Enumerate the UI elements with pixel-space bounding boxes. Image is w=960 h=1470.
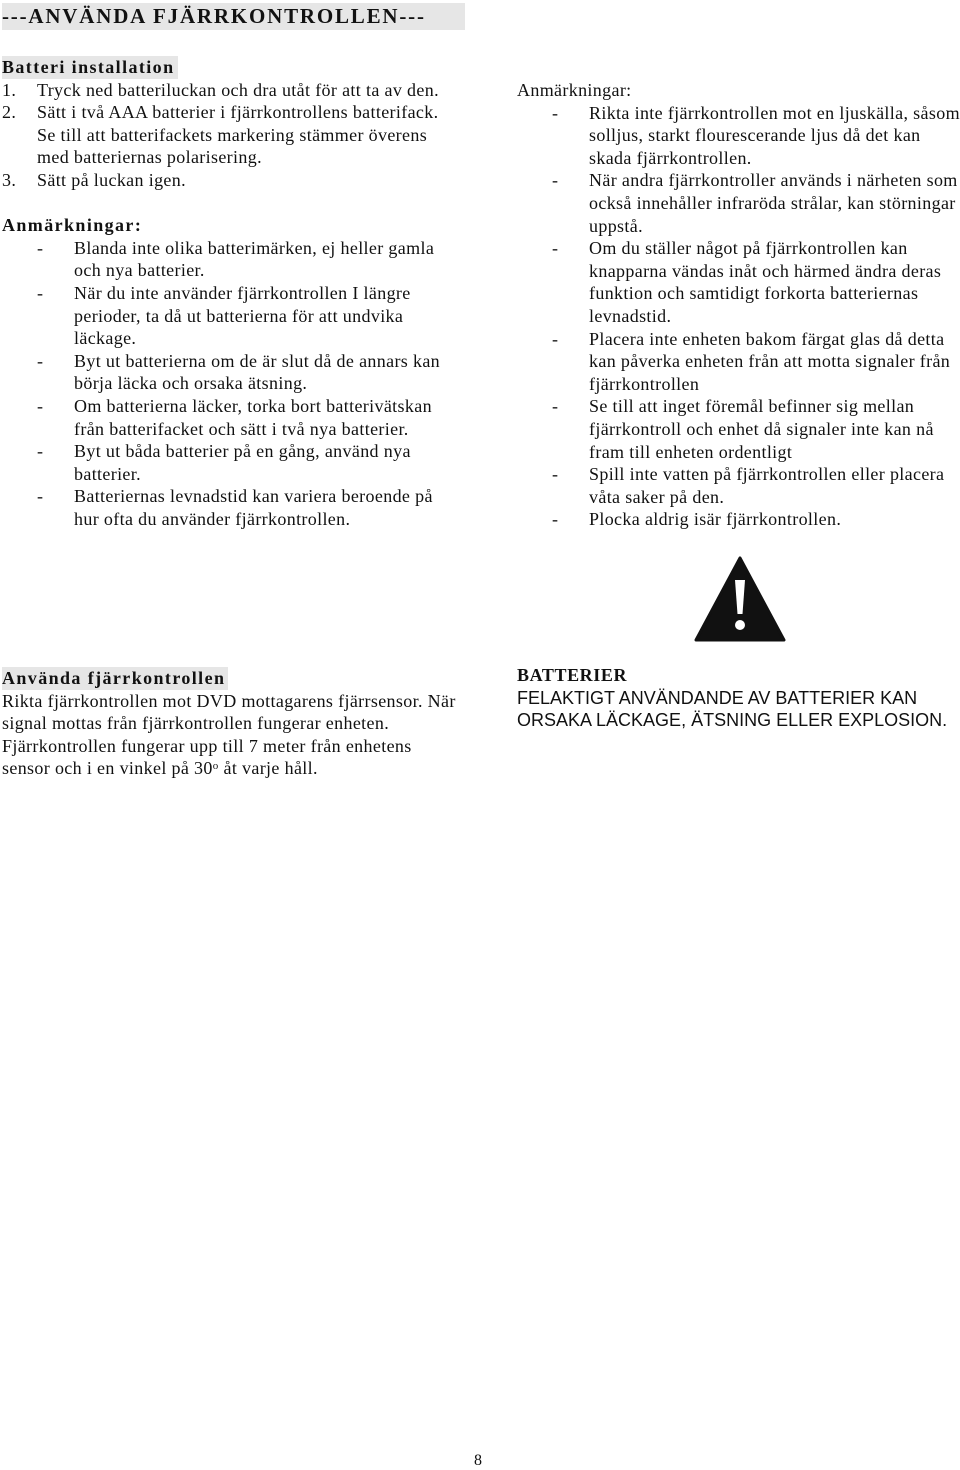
battery-note-item [2,485,462,530]
dash-marker: - [552,170,559,191]
dash-marker: - [552,238,559,259]
dash-marker: - [37,486,44,507]
degree-mark: o [212,760,219,773]
battery-notes-list [2,237,462,531]
battery-note-item [2,395,462,440]
dash-marker: - [552,464,559,485]
dash-marker: - [37,350,44,371]
remote-note-item [517,102,960,170]
battery-warning-section [517,664,957,732]
battery-installation-heading: Batteri installation [2,56,178,79]
installation-step [2,79,462,102]
dash-marker: - [552,509,559,530]
dash-marker: - [552,102,559,123]
step-number: 1. [2,79,17,100]
dash-marker: - [37,237,44,258]
dash-marker: - [552,396,559,417]
remote-notes-section [517,79,960,531]
battery-warning-heading: BATTERIER [517,665,628,685]
battery-note-item [2,282,462,350]
battery-note-text: Blanda inte olika batterimärken, ej heller gamla och nya batterier. [74,237,435,281]
installation-step [2,169,462,192]
remote-note-text: Om du ställer något på fjärrkontrollen kan knapparna vändas inåt och härmed ändra deras funktion och samtidigt forkorta batteriernas levnadstid. [589,238,942,326]
remote-note-text: Plocka aldrig isär fjärrkontrollen. [589,509,842,530]
step-text: Tryck ned batteriluckan och dra utåt för att ta av den. [37,79,439,100]
step-text: Sätt i två AAA batterier i fjärrkontrollens batterifack. Se till att batterifackets markering stämmer överens med batteriernas polarisering. [37,102,439,168]
remote-note-item [517,508,960,531]
remote-notes-heading: Anmärkningar: [517,80,632,100]
battery-note-text: Om batterierna läcker, torka bort batterivätskan från batterifacket och sätt i två nya batterier. [74,395,432,439]
battery-note-text: Byt ut båda batterier på en gång, använd nya batterier. [74,441,411,484]
battery-notes-heading: Anmärkningar: [2,215,143,236]
battery-note-item [2,440,462,485]
battery-note-text: När du inte använder fjärrkontrollen I längre perioder, ta då ut batterierna för att undvika läckage. [74,282,411,349]
step-text: Sätt på luckan igen. [37,169,186,190]
warning-triangle-icon [694,556,786,642]
dash-marker: - [37,441,44,462]
remote-note-text: Rikta inte fjärrkontrollen mot en ljuskälla, såsom solljus, starkt flourescerande ljus då det kan skada fjärrkontrollen. [589,102,960,168]
step-number: 2. [2,102,17,123]
dash-marker: - [37,395,44,416]
battery-note-text: Byt ut batterierna om de är slut då de annars kan börja läcka och orsaka ätsning. [74,350,441,394]
battery-note-item [2,237,462,282]
battery-installation-steps [2,79,462,192]
using-remote-text-main: Rikta fjärrkontrollen mot DVD mottagarens fjärrsensor. När signal mottas från fjärrkontrollen fungerar enheten. Fjärrkontrollen fungerar upp till 7 meter från enhetens sensor och i en vinkel på 30 [2,690,456,779]
remote-note-item [517,169,960,237]
installation-step [2,101,462,169]
battery-installation-section [2,56,462,530]
using-remote-text-tail: åt varje håll. [218,758,318,779]
remote-note-text: Placera inte enheten bakom färgat glas då detta kan påverka enheten från att motta signaler från fjärrkontrollen [589,328,951,394]
dash-marker: - [552,328,559,349]
remote-notes-list [517,102,960,531]
battery-note-text: Batteriernas levnadstid kan variera beroende på hur ofta du använder fjärrkontrollen. [74,486,433,529]
using-remote-section [2,667,462,780]
battery-warning-text: FELAKTIGT ANVÄNDANDE AV BATTERIER KAN ORSAKA LÄCKAGE, ÄTSNING ELLER EXPLOSION. [517,687,948,731]
page-title: ---ANVÄNDA FJÄRRKONTROLLEN--- [2,3,465,30]
using-remote-text [2,690,462,780]
remote-note-item [517,463,960,508]
using-remote-heading: Använda fjärrkontrollen [2,667,228,690]
step-number: 3. [2,169,17,190]
remote-note-text: När andra fjärrkontroller används i närheten som också innehåller infraröda strålar, kan störningar uppstå. [589,170,958,236]
warning-triangle-svg [694,556,786,642]
remote-note-item [517,328,960,396]
page-number: 8 [474,1452,483,1469]
remote-note-item [517,237,960,327]
battery-note-item [2,350,462,395]
remote-note-text: Se till att inget föremål befinner sig mellan fjärrkontroll och enhet då signaler inte kan nå fram till enheten ordentligt [589,396,934,462]
remote-note-item [517,395,960,463]
dash-marker: - [37,282,44,303]
remote-note-text: Spill inte vatten på fjärrkontrollen eller placera våta saker på den. [589,464,945,507]
